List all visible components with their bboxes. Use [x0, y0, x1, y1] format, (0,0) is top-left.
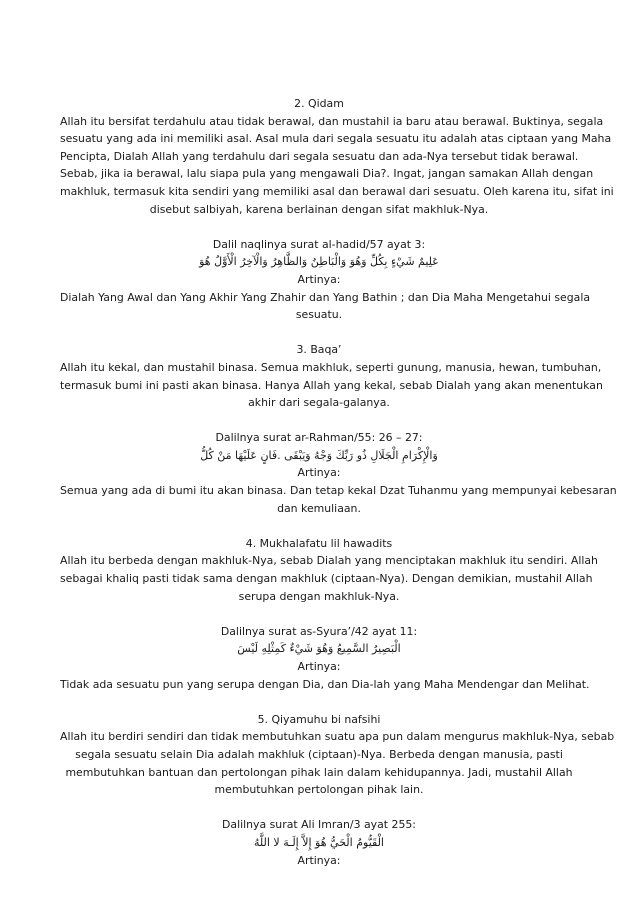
artinya-label: Artinya:	[297, 272, 341, 286]
meaning-line: dan kemuliaan.	[277, 501, 361, 515]
artinya-label: Artinya:	[297, 466, 341, 480]
blank-line	[60, 605, 578, 623]
section-paragraph	[60, 728, 615, 798]
blank-line	[60, 693, 578, 711]
paragraph-line: akhir dari segala-galanya.	[248, 396, 390, 410]
arabic-verse: وَالْإِكْرَامِ الْجَلَالِ ذُو رَبِّكَ وَجْهُ وَيَبْقَى .فَانٍ عَلَيْهَا مَنْ كُلُّ	[200, 448, 438, 462]
meaning-line: sesuatu.	[295, 308, 343, 322]
blank-line	[60, 324, 578, 342]
section-paragraph	[60, 359, 603, 412]
section-baqa	[60, 341, 617, 517]
paragraph-line: Sebab, jika ia berawal, lalu siapa pula yang mengawali Dia?. Ingat, jangan samakan Allah dengan	[60, 167, 594, 181]
meaning-line: Tidak ada sesuatu pun yang serupa dengan Dia, dan Dia-lah yang Maha Mendengar dan Melihat.	[60, 677, 590, 691]
arabic-verse: الْقَيُّومُ الْحَيُّ هُوَ إِلاَّ إِلَـهَ لا اللَّهُ	[253, 835, 384, 849]
section-heading: 4. Mukhalafatu lil hawadits	[245, 536, 393, 550]
arabic-verse: الْبَصِيرُ السَّمِيعُ وَهُوَ شَيْءٌ كَمِثْلِهِ لَيْسَ	[237, 642, 401, 656]
blank-line	[60, 799, 578, 817]
section-paragraph	[60, 552, 598, 605]
paragraph-line: sebagai khaliq pasti tidak sama dengan makhluk (ciptaan-Nya). Dengan demikian, mustahil Allah	[60, 572, 593, 586]
paragraph-line: Allah itu kekal, dan mustahil binasa. Semua makhluk, seperti gunung, manusia, hewan, tumbuhan,	[60, 360, 602, 374]
paragraph-line: membutuhkan pertolongan pihak lain.	[214, 783, 424, 797]
artinya-label: Artinya:	[297, 853, 341, 867]
dalil-label: Dalil naqlinya surat al-hadid/57 ayat 3:	[212, 237, 426, 251]
paragraph-line: sesuatu yang ada ini memiliki asal. Asal mula dari segala sesuatu itu adalah atas ciptaan yang Maha	[60, 132, 612, 146]
artinya-label: Artinya:	[297, 660, 341, 673]
paragraph-line: disebut salbiyah, karena berlainan dengan sifat makhluk-Nya.	[149, 202, 489, 216]
section-heading: 3. Baqa’	[296, 343, 342, 357]
paragraph-line: Allah itu bersifat terdahulu atau tidak berawal, dan mustahil ia baru atau berawal. Buktinya, segala	[60, 114, 604, 128]
section-paragraph	[60, 113, 614, 219]
blank-line	[60, 517, 578, 535]
blank-line	[60, 412, 578, 430]
arabic-verse: عَلِيمٌ شَيْءٍ بِكُلِّ وَهُوَ وَالْبَاطِنُ وَالظَّاهِرُ وَالْآخِرُ الْأَوَّلُ هُوَ	[199, 255, 439, 269]
dalil-label: Dalilnya surat ar-Rahman/55: 26 – 27:	[215, 431, 423, 445]
document-page	[60, 95, 617, 869]
section-mukhalafatu	[60, 535, 598, 693]
section-heading: 5. Qiyamuhu bi nafsihi	[257, 712, 381, 726]
section-qiyamuhu	[60, 711, 615, 869]
paragraph-line: Pencipta, Dialah Allah yang terdahulu dari segala sesuatu dan ada-Nya tersebut tidak berawal.	[60, 149, 579, 163]
paragraph-line: segala sesuatu selain Dia adalah makhluk (ciptaan)-Nya. Berbeda dengan manusia, pasti	[75, 747, 563, 761]
section-qidam	[60, 95, 614, 324]
paragraph-line: membutuhkan bantuan dan pertolongan pihak lain dalam kehidupannya. Jadi, mustahil Allah	[65, 765, 573, 779]
meaning-line: Dialah Yang Awal dan Yang Akhir Yang Zhahir dan Yang Bathin ; dan Dia Maha Mengetahui segala	[60, 290, 591, 304]
section-heading: 2. Qidam	[294, 97, 344, 110]
dalil-label: Dalilnya surat as-Syura’/42 ayat 11:	[220, 624, 418, 638]
paragraph-line: Allah itu berbeda dengan makhluk-Nya, sebab Dialah yang menciptakan makhluk itu sendiri. Allah	[60, 554, 598, 568]
paragraph-line: termasuk bumi ini pasti akan binasa. Hanya Allah yang kekal, sebab Dialah yang akan menentukan	[60, 378, 603, 392]
dalil-label: Dalilnya surat Ali Imran/3 ayat 255:	[222, 818, 416, 832]
paragraph-line: serupa dengan makhluk-Nya.	[238, 589, 400, 603]
paragraph-line: makhluk, termasuk kita sendiri yang memiliki asal dan berawal dari sesuatu. Oleh karena itu, sifat ini	[60, 184, 614, 198]
blank-line	[60, 218, 578, 236]
meaning-line: Semua yang ada di bumi itu akan binasa. Dan tetap kekal Dzat Tuhanmu yang mempunyai kebesaran	[60, 484, 617, 498]
paragraph-line: Allah itu berdiri sendiri dan tidak membutuhkan suatu apa pun dalam mengurus makhluk-Nya, sebab	[60, 730, 615, 744]
